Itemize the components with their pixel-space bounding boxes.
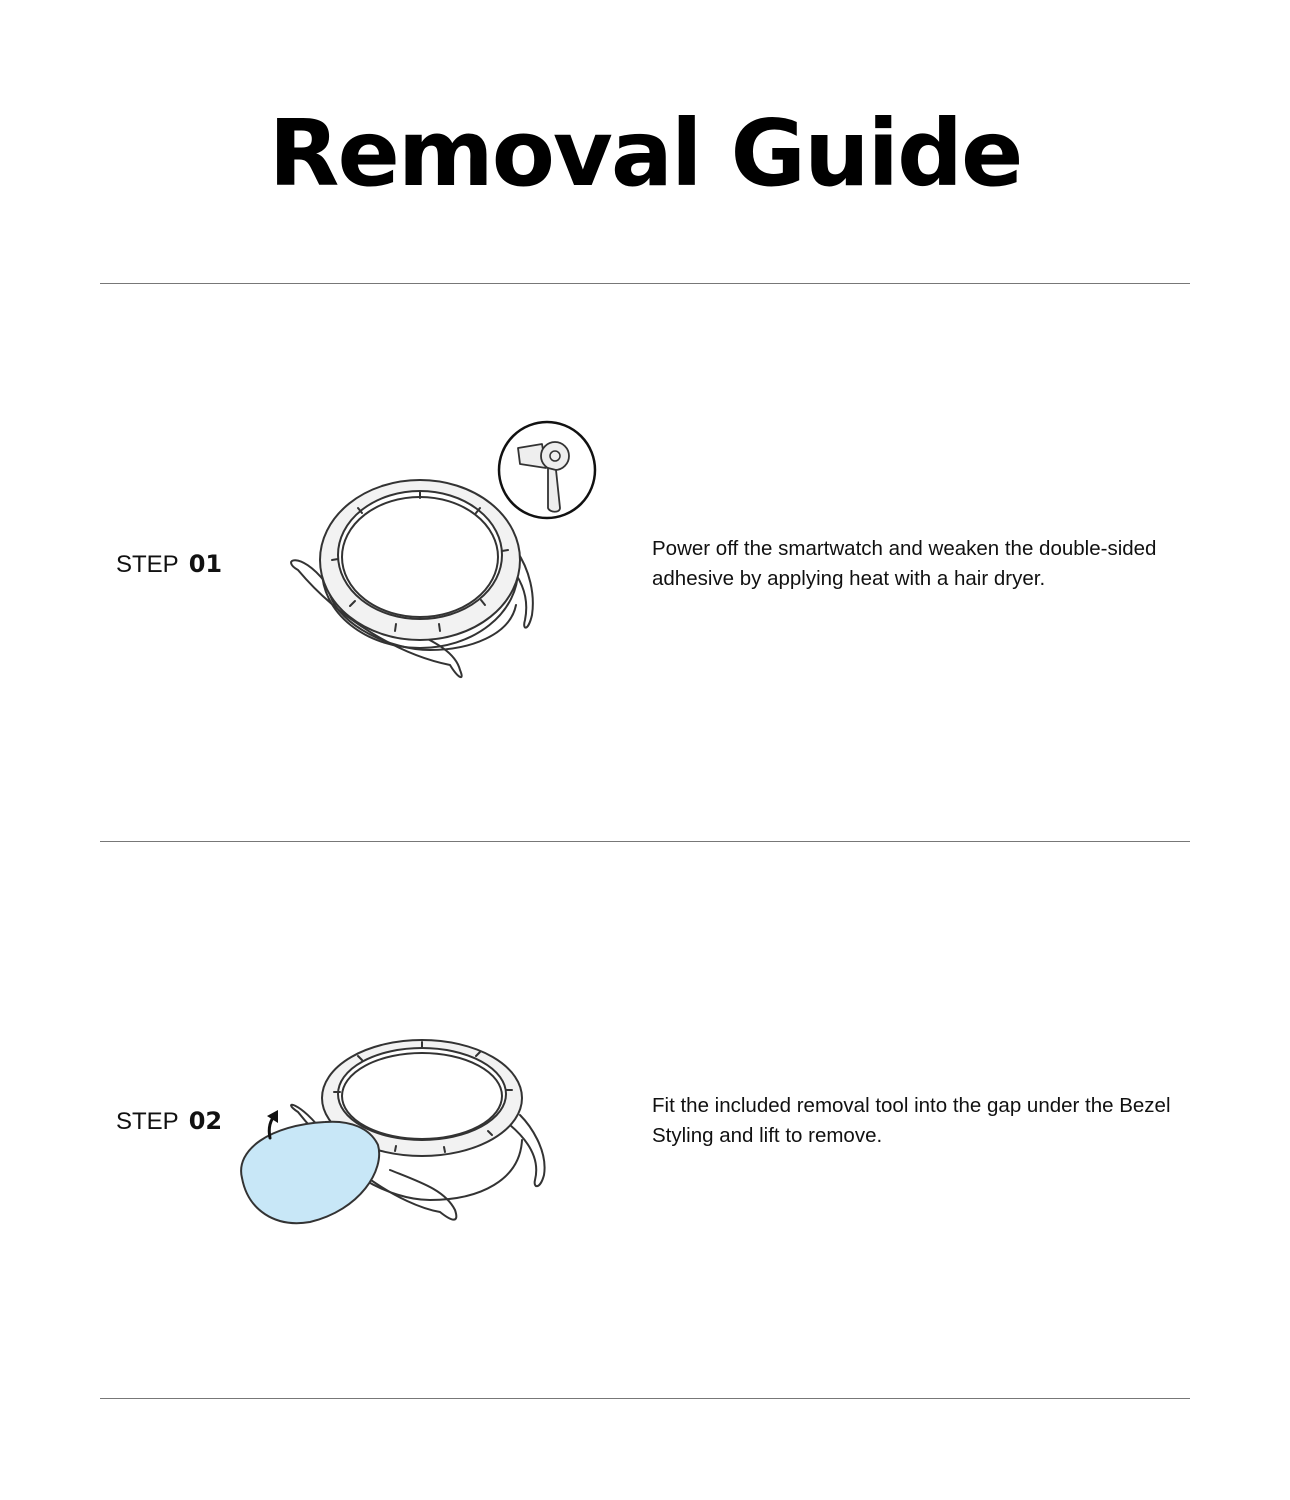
removal-tool-illustration	[241, 1122, 379, 1223]
smartwatch-illustration	[230, 1020, 560, 1230]
step-label-text: STEP	[116, 1108, 179, 1135]
divider-bottom	[100, 1398, 1190, 1399]
page-title: Removal Guide	[268, 100, 1022, 207]
step-number: 02	[188, 1107, 223, 1135]
smartwatch-illustration	[280, 410, 610, 690]
step-02-description: Fit the included removal tool into the gap under the Bezel Styling and lift to remove.	[652, 1094, 1171, 1147]
step-number: 01	[188, 550, 223, 578]
step-label-text: STEP	[116, 551, 179, 578]
divider-top	[100, 283, 1190, 284]
step-01-description: Power off the smartwatch and weaken the double-sided adhesive by applying heat with a hair dryer.	[652, 537, 1157, 590]
step-02-label	[116, 1107, 222, 1136]
step-01-label	[116, 550, 222, 579]
divider-middle	[100, 841, 1190, 842]
hair-dryer-icon	[499, 422, 595, 518]
